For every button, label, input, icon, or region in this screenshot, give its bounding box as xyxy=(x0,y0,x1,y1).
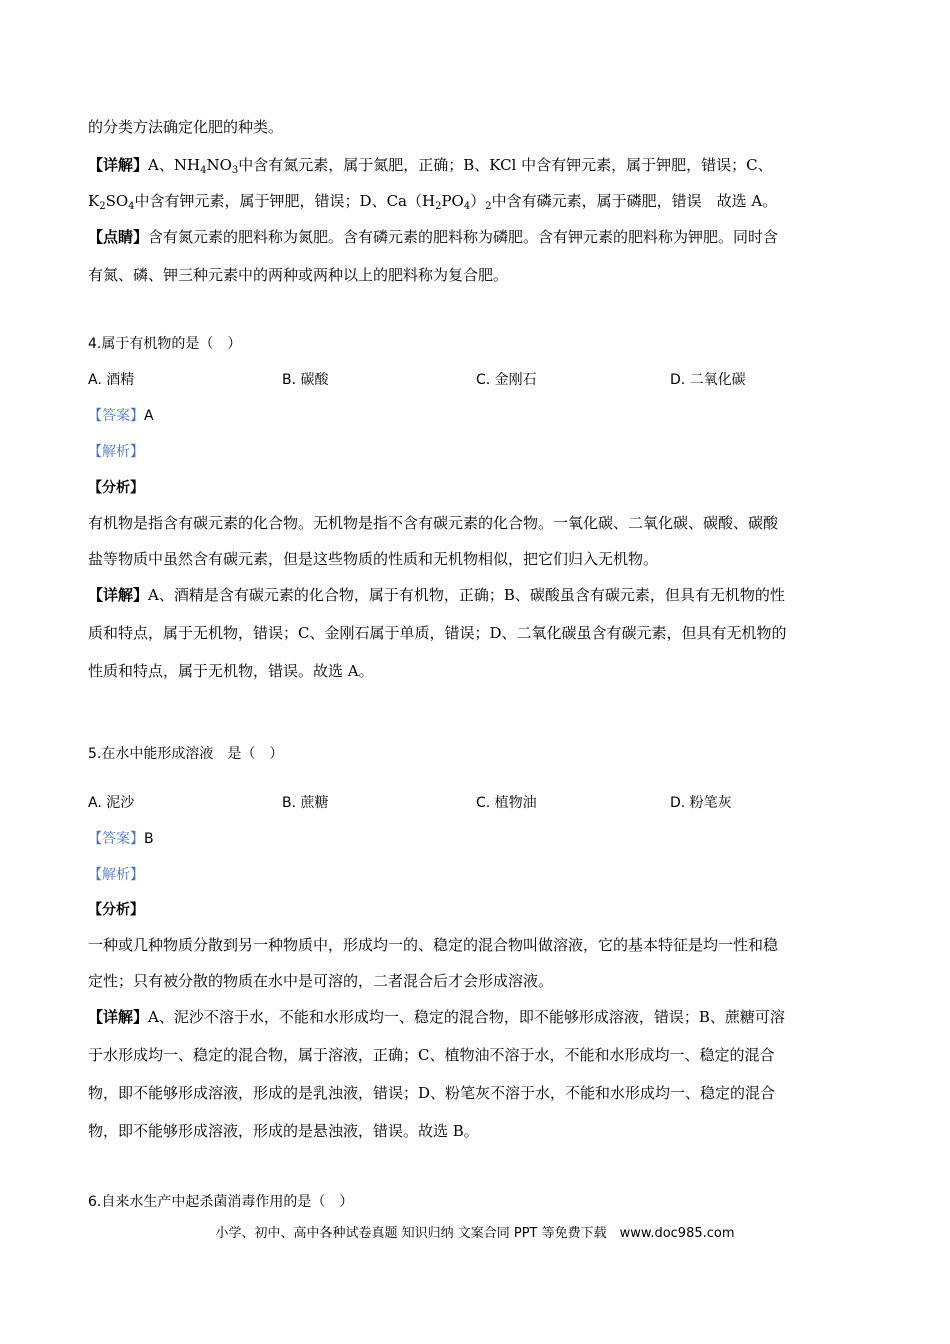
question-4-options xyxy=(88,370,868,392)
question-5-options xyxy=(88,793,868,815)
question-5-analysis-tag: 【分析】 xyxy=(88,902,144,918)
detail-tag: 【详解】 xyxy=(88,156,149,174)
option-a: A. 泥沙 xyxy=(88,795,135,811)
question-4-stem: 4.属于有机物的是（ ） xyxy=(88,336,242,352)
option-c: C. 金刚石 xyxy=(476,372,537,388)
prev-detail-line-1 xyxy=(88,155,868,181)
question-5-jiexi-tag: 【解析】 xyxy=(88,867,144,883)
question-6-stem: 6.自来水生产中起杀菌消毒作用的是（ ） xyxy=(88,1194,354,1210)
subscript: 2 xyxy=(485,201,492,212)
option-d: D. 二氧化碳 xyxy=(670,372,746,388)
detail-tag: 【详解】 xyxy=(88,586,149,604)
tip-text: 含有氮元素的肥料称为氮肥。含有磷元素的肥料称为磷肥。含有钾元素的肥料称为钾肥。同时含 xyxy=(148,228,779,246)
question-4-analysis-line-1: 有机物是指含有碳元素的化合物。无机物是指不含有碳元素的化合物。一氧化碳、二氧化碳、碳酸、碳酸 xyxy=(88,514,779,532)
prev-tip-line-2: 有氮、磷、钾三种元素中的两种或两种以上的肥料称为复合肥。 xyxy=(88,266,509,284)
page-footer[interactable]: 小学、初中、高中各种试卷真题 知识归纳 文案合同 PPT 等免费下载 www.doc985.com xyxy=(215,1226,735,1241)
subscript: 4 xyxy=(200,165,207,176)
question-5-detail-line-2: 于水形成均一、稳定的混合物，属于溶液，正确；C、植物油不溶于水，不能和水形成均一、稳定的混合 xyxy=(88,1046,775,1064)
subscript: 2 xyxy=(99,201,106,212)
question-4-detail-line-2: 质和特点，属于无机物，错误；C、金刚石属于单质，错误；D、二氧化碳虽含有碳元素，但具有无机物的 xyxy=(88,624,787,642)
detail-text: A、酒精是含有碳元素的化合物，属于有机物，正确；B、碳酸虽含有碳元素，但具有无机物的性 xyxy=(148,586,785,604)
subscript: 3 xyxy=(231,165,239,176)
detail-text: 中含有氮元素，属于氮肥，正确；B、KCl 中含有钾元素，属于钾肥，错误；C、 xyxy=(238,156,773,174)
detail-text: 中含有磷元素，属于磷肥，错误 故选 A。 xyxy=(491,192,778,210)
detail-text: A、泥沙不溶于水，不能和水形成均一、稳定的混合物，即不能够形成溶液，错误；B、蔗糖可溶 xyxy=(148,1008,785,1026)
option-b: B. 蔗糖 xyxy=(282,795,329,811)
question-4-jiexi-tag: 【解析】 xyxy=(88,444,144,460)
question-4-detail-line-1 xyxy=(88,585,868,605)
answer-tag: 【答案】 xyxy=(88,408,144,424)
detail-tag: 【详解】 xyxy=(88,1008,149,1026)
question-4-analysis-line-2: 盐等物质中虽然含有碳元素，但是这些物质的性质和无机物相似，把它们归入无机物。 xyxy=(88,550,659,568)
question-5-answer xyxy=(88,829,868,849)
question-5-stem: 5.在水中能形成溶液 是（ ） xyxy=(88,746,284,762)
question-5-analysis-line-2: 定性；只有被分散的物质在水中是可溶的，二者混合后才会形成溶液。 xyxy=(88,972,554,990)
answer-tag: 【答案】 xyxy=(88,831,144,847)
detail-text: 中含有钾元素，属于钾肥，错误；D、Ca（H xyxy=(134,192,436,210)
formula-text: NO xyxy=(206,156,232,174)
question-5-analysis-line-1: 一种或几种物质分散到另一种物质中，形成均一的、稳定的混合物叫做溶液，它的基本特征是均一性和稳 xyxy=(88,936,779,954)
question-4-analysis-tag: 【分析】 xyxy=(88,480,144,496)
prev-detail-line-2 xyxy=(88,191,868,217)
formula-text: ） xyxy=(470,192,486,210)
tip-tag: 【点睛】 xyxy=(88,228,149,246)
option-c: C. 植物油 xyxy=(476,795,537,811)
question-4-answer xyxy=(88,406,868,426)
option-d: D. 粉笔灰 xyxy=(670,795,732,811)
question-5-detail-line-4: 物，即不能够形成溶液，形成的是悬浊液，错误。故选 B。 xyxy=(88,1122,479,1140)
formula-text: A、NH xyxy=(148,156,201,174)
question-5-detail-line-1 xyxy=(88,1007,868,1027)
answer-value: B xyxy=(144,831,154,847)
formula-text: PO xyxy=(441,192,464,210)
subscript: 2 xyxy=(435,201,442,212)
formula-text: K xyxy=(88,192,100,210)
prev-text-line-1: 的分类方法确定化肥的种类。 xyxy=(88,118,284,136)
answer-value: A xyxy=(144,408,154,424)
prev-tip-line-1 xyxy=(88,227,868,247)
question-4-detail-line-3: 性质和特点，属于无机物，错误。故选 A。 xyxy=(88,662,374,680)
option-a: A. 酒精 xyxy=(88,372,135,388)
formula-text: SO xyxy=(105,192,129,210)
subscript: 4 xyxy=(128,201,135,212)
question-5-detail-line-3: 物，即不能够形成溶液，形成的是乳浊液，错误；D、粉笔灰不溶于水，不能和水形成均一、稳定的混合 xyxy=(88,1084,776,1102)
option-b: B. 碳酸 xyxy=(282,372,329,388)
subscript: 4 xyxy=(463,201,471,212)
